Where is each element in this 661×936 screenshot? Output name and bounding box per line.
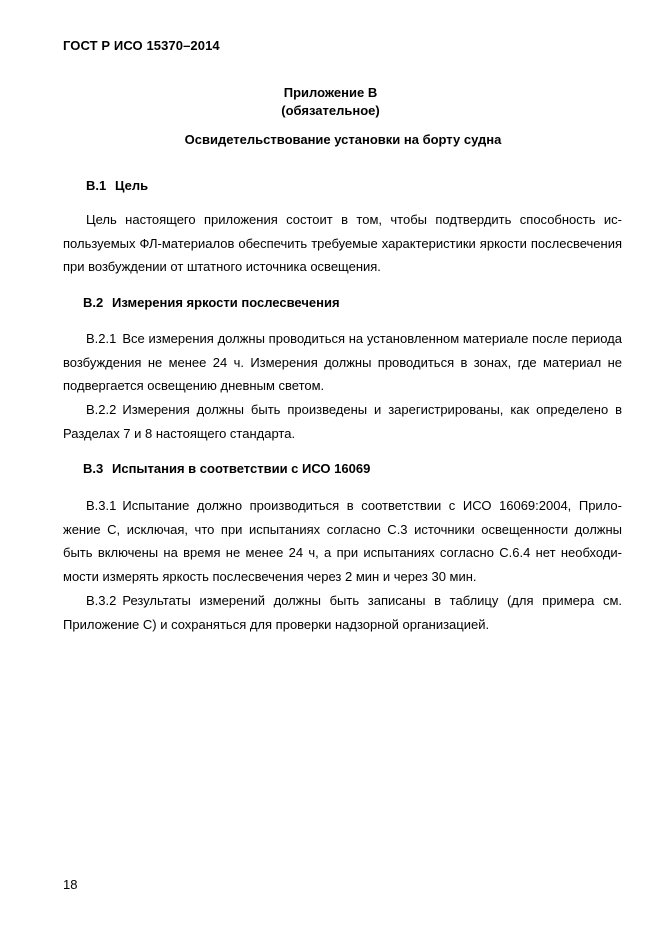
- paragraph-b3-1: [63, 494, 622, 588]
- standard-identifier: ГОСТ Р ИСО 15370–2014: [63, 38, 220, 53]
- section-number: В.3: [83, 461, 104, 476]
- annex-status: (обязательное): [281, 103, 380, 118]
- paragraph-text: Испытание должно производиться в соответствии с ИСО 16069:2004, Приложение С, исключая, что при испытаниях согласно С.3 источники освещенности должны быть включены на время не менее 24 ч, а при испытаниях согласно С.6.4 нет необходимости измерять яркость послесвечения через 2 мин и через 30 мин.: [63, 498, 622, 584]
- paragraph-b2-2: [63, 398, 622, 445]
- paragraph-number: В.2.1: [86, 331, 117, 346]
- paragraph-text: Измерения должны быть произведены и зарегистрированы, как определено в Разделах 7 и 8 настоящего стандарта.: [63, 402, 622, 441]
- paragraph-number: В.3.1: [86, 498, 117, 513]
- paragraph-number: В.3.2: [86, 593, 117, 608]
- paragraph-text: Все измерения должны проводиться на установленном материале после периода возбуждения не менее 24 ч. Измерения должны проводиться в зонах, где материал не подвергается освещению дневным светом.: [63, 331, 622, 393]
- paragraph-b1: [63, 208, 622, 279]
- section-number: В.1: [86, 178, 107, 193]
- section-title: Измерения яркости послесвечения: [112, 295, 340, 310]
- paragraph-b2-1: [63, 327, 622, 398]
- section-title: Испытания в соответствии с ИСО 16069: [112, 461, 371, 476]
- page-number: 18: [63, 877, 78, 892]
- section-title: Цель: [115, 178, 149, 193]
- annex-heading: Освидетельствование установки на борту судна: [184, 132, 502, 147]
- paragraph-number: В.2.2: [86, 402, 117, 417]
- paragraph-b3-2: [63, 589, 622, 636]
- section-number: В.2: [83, 295, 104, 310]
- section-heading-b2: [83, 295, 340, 310]
- annex-title-block: [0, 84, 661, 120]
- paragraph-text: Цель настоящего приложения состоит в том, чтобы подтвердить способность используемых ФЛ-материалов обеспечить требуемые характеристики яркости послесвечения при возбуждении от штатного источника освещения.: [63, 212, 622, 274]
- annex-title: Приложение В: [283, 85, 378, 100]
- paragraph-text: Результаты измерений должны быть записаны в таблицу (для примера см. Приложение С) и сохраняться для проверки надзорной организацией.: [63, 593, 622, 632]
- section-heading-b3: [83, 461, 370, 476]
- section-heading-b1: [86, 178, 148, 193]
